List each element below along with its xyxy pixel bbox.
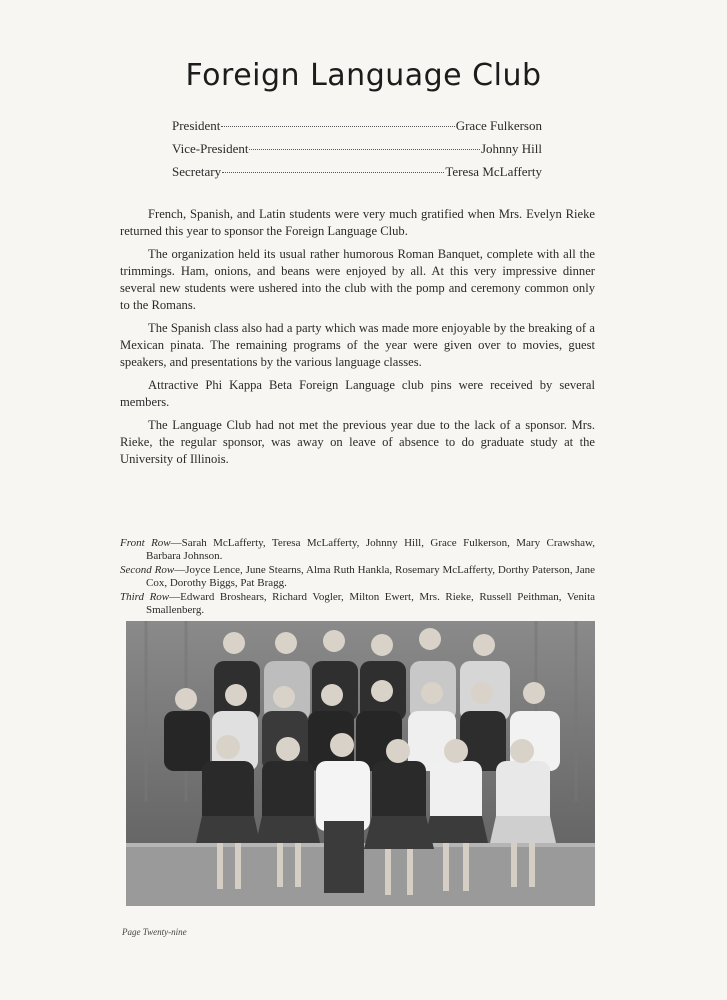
leader-dots [221, 126, 454, 127]
group-photo [126, 621, 595, 906]
caption-names: Sarah McLafferty, Teresa McLafferty, Johnny Hill, Grace Fulkerson, Mary Crawshaw, Barbara Johnson. [146, 537, 595, 562]
caption-label: Third Row [120, 591, 170, 603]
officer-list [172, 118, 542, 187]
paragraph: The Language Club had not met the previous year due to the lack of a sponsor. Mrs. Rieke, the regular sponsor, was away on leave of absence to do graduate study at the University of Illinois. [120, 418, 595, 466]
paragraph: French, Spanish, and Latin students were very much gratified when Mrs. Evelyn Rieke returned this year to sponsor the Foreign Language Club. [120, 207, 595, 238]
officer-role: Secretary [172, 164, 222, 179]
officer-name: Johnny Hill [480, 141, 542, 156]
officer-secretary [172, 164, 542, 187]
caption-names: Edward Broshears, Richard Vogler, Milton Ewert, Mrs. Rieke, Russell Peithman, Venita Smallenberg. [146, 591, 596, 616]
officer-president [172, 118, 542, 141]
paragraph: Attractive Phi Kappa Beta Foreign Language club pins were received by several members. [120, 378, 595, 409]
officer-role: President [172, 118, 221, 133]
group-photo-illustration [126, 621, 595, 906]
officer-name: Grace Fulkerson [455, 118, 542, 133]
page-title: Foreign Language Club [185, 58, 542, 93]
leader-dots [222, 172, 444, 173]
caption-label: Second Row [120, 564, 175, 576]
photo-caption [120, 537, 595, 618]
leader-dots [249, 149, 479, 150]
caption-label: Front Row [120, 537, 171, 549]
paragraph: The Spanish class also had a party which was made more enjoyable by the breaking of a Mexican pinata. The remaining programs of the year were given over to movies, guest speakers, and presentations by the various language classes. [120, 321, 595, 369]
officer-role: Vice-President [172, 141, 249, 156]
officer-vice-president [172, 141, 542, 164]
paragraph: The organization held its usual rather humorous Roman Banquet, complete with all the trimmings. Ham, onions, and beans were enjoyed by all. At this very impressive dinner several new students were ushered into the club with the pomp and ceremony common only to the Romans. [120, 247, 595, 312]
page-number: Page Twenty-nine [122, 927, 187, 937]
caption-names: Joyce Lence, June Stearns, Alma Ruth Hankla, Rosemary McLafferty, Dorthy Paterson, Jane Cox, Dorothy Biggs, Pat Bragg. [146, 564, 595, 589]
officer-name: Teresa McLafferty [445, 164, 542, 179]
article-body [120, 206, 595, 474]
caption-front-row: Front Row—Sarah McLafferty, Teresa McLafferty, Johnny Hill, Grace Fulkerson, Mary Crawshaw, Barbara Johnson. [120, 537, 595, 562]
caption-second-row: Second Row—Joyce Lence, June Stearns, Alma Ruth Hankla, Rosemary McLafferty, Dorthy Paterson, Jane Cox, Dorothy Biggs, Pat Bragg. [120, 564, 595, 589]
caption-third-row: Third Row—Edward Broshears, Richard Vogler, Milton Ewert, Mrs. Rieke, Russell Peithman, Venita Smallenberg. [120, 591, 596, 616]
